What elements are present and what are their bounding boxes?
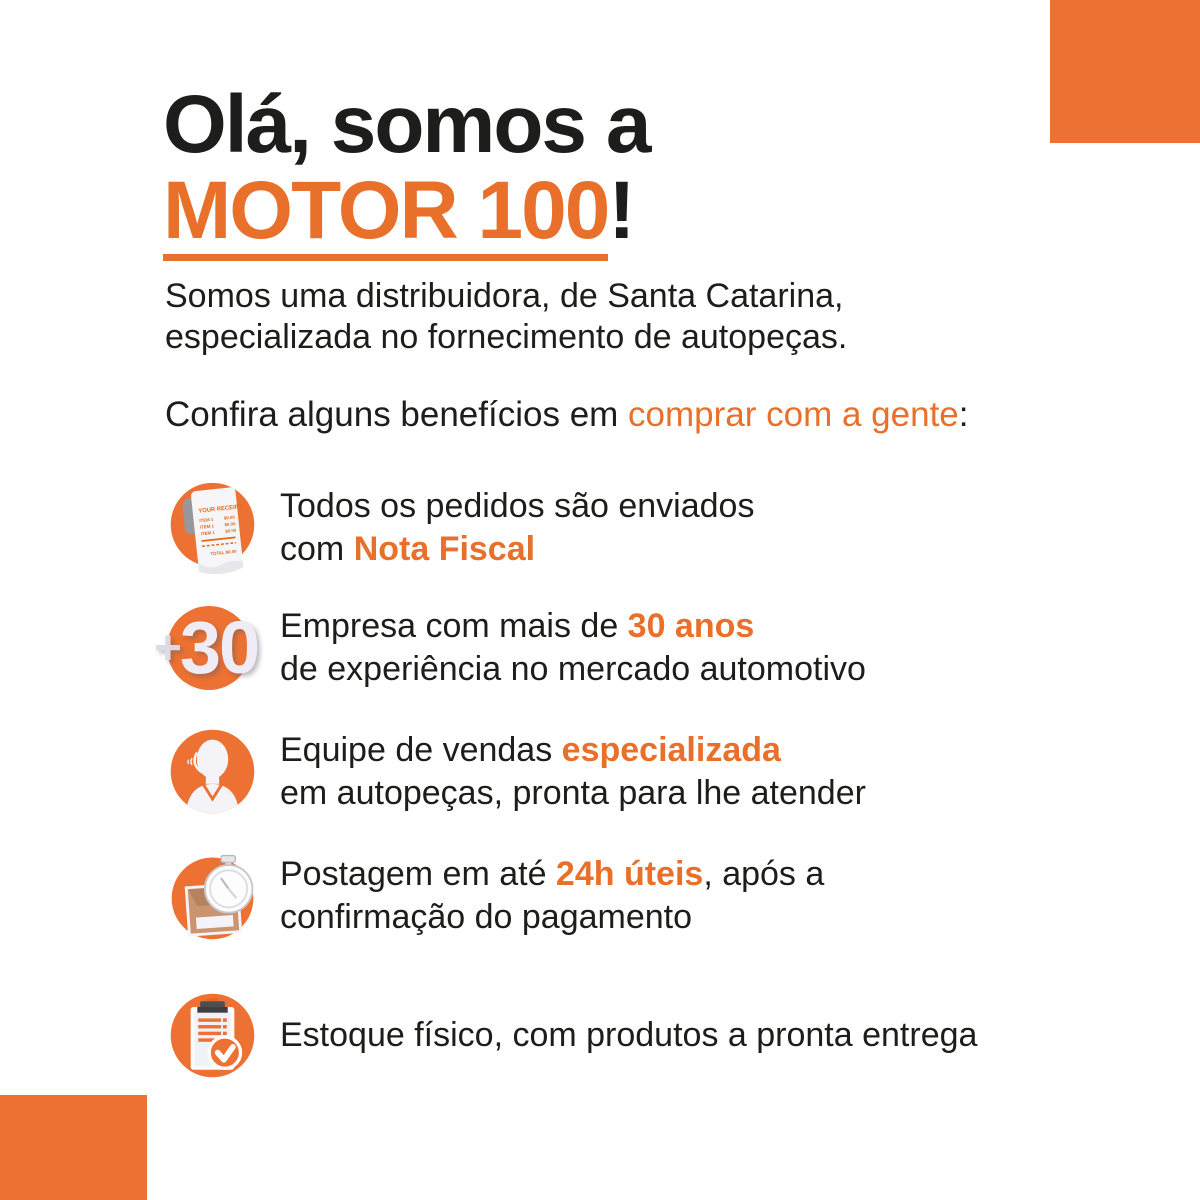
number-30: 30 (179, 606, 259, 689)
greeting-heading: Olá, somos a (163, 79, 650, 170)
benefit-2-line-2: de experiência no mercado automotivo (280, 649, 866, 688)
benefit-4-line-1-suffix: , após a (703, 854, 825, 893)
benefit-1-highlight: Nota Fiscal (353, 529, 536, 568)
receipt-total-text: TOTAL $0.00 (210, 548, 237, 557)
benefit-4-line-1-prefix: Postagem em até (280, 854, 556, 893)
clipboard-check-icon (165, 988, 260, 1083)
benefit-text-equipe (280, 729, 866, 815)
benefit-5-line-1: Estoque físico, com produtos a pronta entrega (280, 1016, 978, 1054)
plus-30-text (141, 600, 271, 695)
plus-30-badge (153, 600, 260, 695)
intro-line-1: Somos uma distribuidora, de Santa Catarina, (165, 277, 844, 315)
benefit-3-highlight: especializada (561, 730, 781, 769)
benefit-text-estoque (280, 1014, 977, 1057)
top-right-accent-square (1050, 0, 1200, 143)
benefit-row-estoque (165, 988, 1125, 1083)
benefit-1-line-1: Todos os pedidos são enviados (280, 486, 755, 525)
benefit-2-line-1-prefix: Empresa com mais de (280, 606, 628, 645)
benefit-text-postagem (280, 853, 824, 939)
benefit-4-highlight: 24h úteis (555, 854, 704, 893)
benefit-row-postagem (165, 848, 1125, 943)
intro-paragraph (165, 276, 847, 358)
brand-exclamation: ! (608, 165, 634, 256)
brand-name: MOTOR 100 (163, 170, 608, 261)
receipt-item-label: ITEM 1 (200, 529, 216, 537)
plus-sign: + (153, 622, 182, 675)
intro-line-2: especializada no fornecimento de autopeças. (165, 318, 848, 356)
receipt-item-value: $0.00 (223, 514, 236, 521)
benefits-intro-suffix: : (958, 395, 969, 434)
benefit-row-nota-fiscal (165, 480, 1125, 575)
support-agent-icon (165, 724, 260, 819)
benefit-2-highlight: 30 anos (627, 606, 755, 645)
receipt-item-value: $0.00 (225, 527, 237, 534)
brand-heading (163, 165, 634, 261)
receipt-item-value: $0.00 (224, 521, 236, 528)
benefits-intro-highlight: comprar com a gente (628, 395, 959, 434)
benefit-4-line-2: confirmação do pagamento (280, 897, 693, 936)
receipt-title-text: YOUR RECEIPT (198, 504, 243, 515)
receipt-item-label: ITEM 1 (199, 516, 214, 524)
receipt-item-label: ITEM 1 (199, 523, 215, 530)
benefit-text-nota-fiscal (280, 485, 754, 571)
benefit-text-30-anos (280, 605, 866, 691)
benefits-intro (165, 394, 969, 436)
package-stopwatch-icon (165, 848, 260, 943)
bottom-left-accent-square (0, 1095, 147, 1200)
benefit-row-equipe (165, 724, 1125, 819)
benefits-intro-prefix: Confira alguns benefícios em (165, 395, 629, 434)
benefit-3-line-1-prefix: Equipe de vendas (280, 730, 562, 769)
benefit-1-line-2-prefix: com (280, 529, 354, 568)
receipt-icon (165, 480, 260, 575)
benefit-row-30-anos (153, 600, 1125, 695)
benefit-3-line-2: em autopeças, pronta para lhe atender (280, 773, 866, 812)
